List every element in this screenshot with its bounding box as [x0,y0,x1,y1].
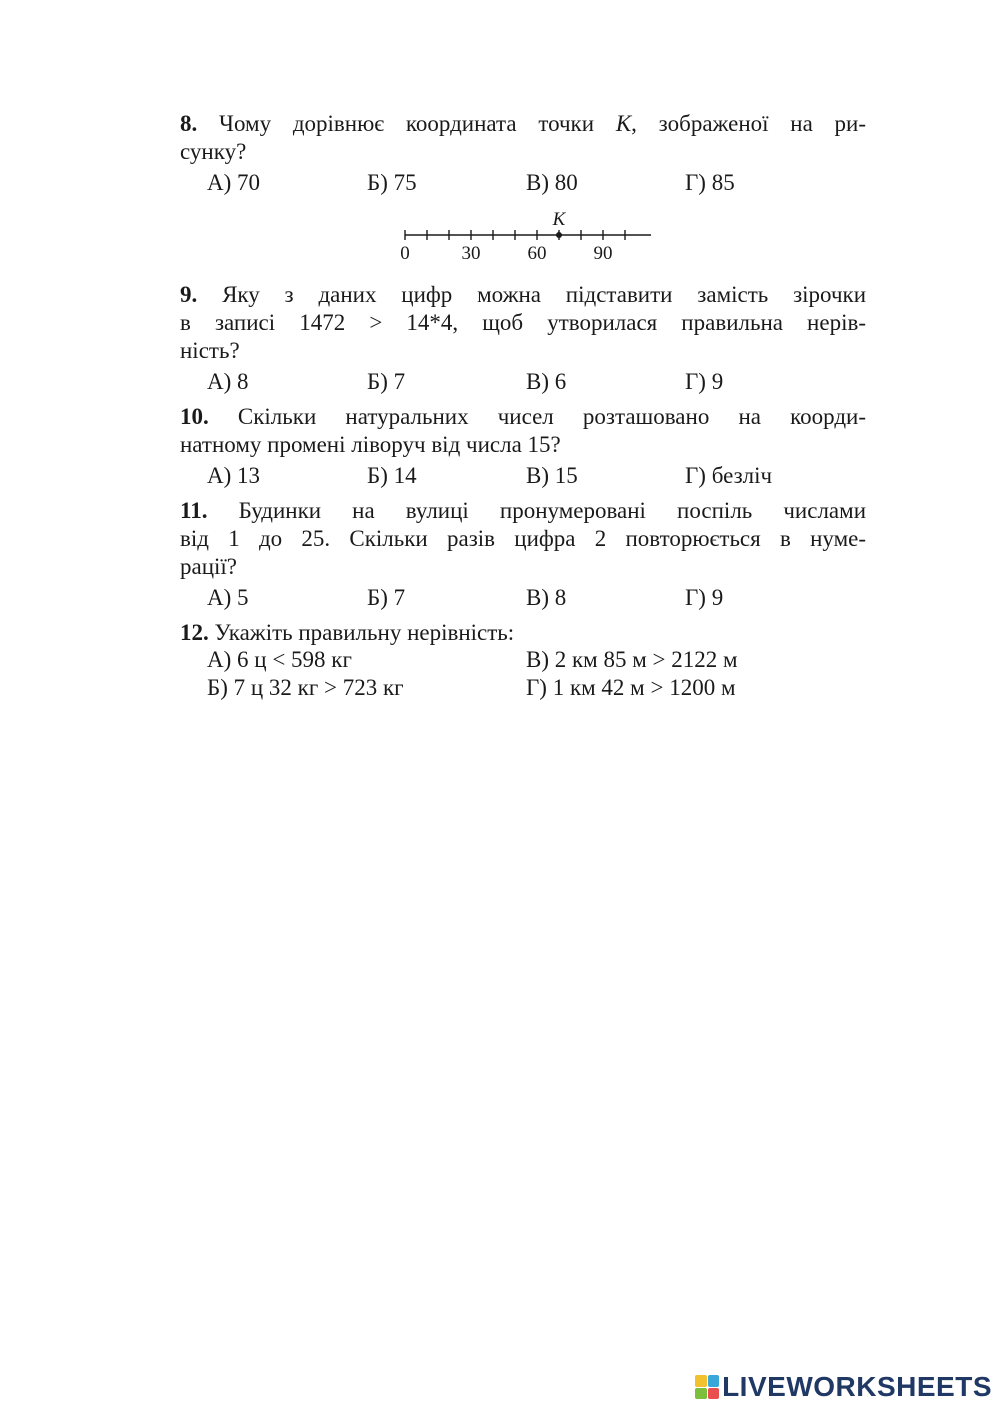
question-9-line-2: в записі 1472 > 14*4, щоб утворилася правильна нерів- [180,310,866,335]
question-11-option-b[interactable]: Б) 7 [367,585,406,610]
question-12-option-c[interactable]: В) 2 км 85 м > 2122 м [526,647,738,672]
point-k-label: K [552,209,566,230]
question-number: 12. [180,620,209,645]
question-11-option-a[interactable]: А) 5 [207,585,249,610]
number-line [392,206,654,266]
question-11-line-2: від 1 до 25. Скільки разів цифра 2 повторюється в нуме- [180,526,866,551]
number-line-tick-label: 90 [593,243,613,264]
question-10-option-b[interactable]: Б) 14 [367,463,417,488]
question-10-option-c[interactable]: В) 15 [526,463,578,488]
number-line-tick-label: 30 [461,243,481,264]
question-10-line-1: 10. Скільки натуральних чисел розташовано на коорди- [180,404,867,429]
question-9-option-a[interactable]: А) 8 [207,369,249,394]
question-11-line-3: рації? [180,554,238,579]
question-8-option-d[interactable]: Г) 85 [685,170,735,195]
liveworksheets-watermark [695,1369,992,1405]
question-11-option-d[interactable]: Г) 9 [685,585,724,610]
point-k-label: K [615,111,632,136]
question-number: 8. [180,111,198,136]
question-10-option-a[interactable]: А) 13 [207,463,261,488]
watermark-text: LIVEWORKSHEETS [722,1371,992,1402]
question-9-option-b[interactable]: Б) 7 [367,369,406,394]
question-8-option-b[interactable]: Б) 75 [367,170,417,195]
point-k [556,232,562,238]
question-9-option-c[interactable]: В) 6 [526,369,567,394]
question-number: 9. [180,282,198,307]
question-8-line-2: сунку? [180,139,247,164]
question-8-option-c[interactable]: В) 80 [526,170,578,195]
question-8-option-a[interactable]: А) 70 [207,170,261,195]
question-number: 10. [180,404,209,429]
question-9-line-3: ність? [180,338,240,363]
question-10-option-d[interactable]: Г) безліч [685,463,773,488]
liveworksheets-logo-icon [695,1375,719,1399]
question-12-line-1: 12. Укажіть правильну нерівність: [180,620,515,645]
question-number: 11. [180,498,208,523]
question-12-option-a[interactable]: А) 6 ц < 598 кг [207,647,352,672]
question-9-option-d[interactable]: Г) 9 [685,369,724,394]
number-line-tick-label: 0 [400,243,410,264]
question-10-line-2: натному промені ліворуч від числа 15? [180,432,561,457]
question-11-option-c[interactable]: В) 8 [526,585,567,610]
question-12-option-b[interactable]: Б) 7 ц 32 кг > 723 кг [207,675,404,700]
question-8-line-1: 8. Чому дорівнює координата точки K, зображеної на ри- [180,111,867,136]
question-12-option-d[interactable]: Г) 1 км 42 м > 1200 м [526,675,736,700]
question-11-line-1: 11. Будинки на вулиці пронумеровані поспіль числами [180,498,867,523]
question-9-line-1: 9. Яку з даних цифр можна підставити замість зірочки [180,282,867,307]
number-line-tick-label: 60 [527,243,547,264]
